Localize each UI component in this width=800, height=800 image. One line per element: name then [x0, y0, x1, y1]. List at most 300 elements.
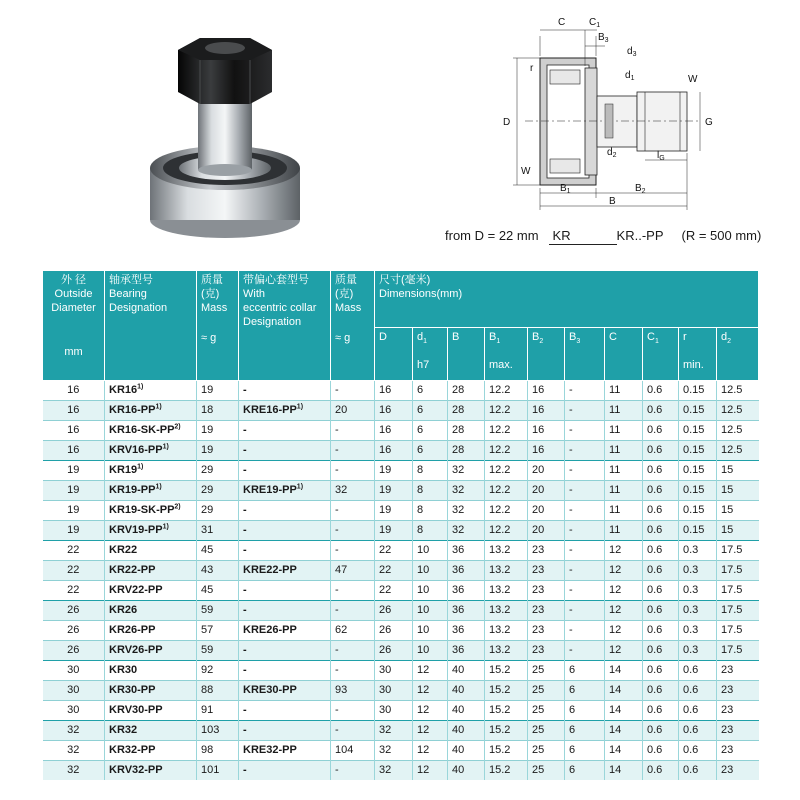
- cell-dim-c-value: 14: [609, 704, 622, 716]
- cell-designation: [105, 661, 197, 681]
- cell-dim-b2-value: 16: [532, 444, 545, 456]
- cell-designation: [105, 701, 197, 721]
- dim-header-note: max.: [489, 359, 513, 371]
- cell-dim-b1-value: 15.2: [489, 744, 511, 756]
- cell-mass-value: 101: [201, 764, 220, 776]
- cell-dim-b-value: 36: [452, 544, 465, 556]
- cell-dim-d-value: 22: [379, 584, 392, 596]
- cell-dim-d: [375, 501, 413, 521]
- cell-eccentric-designation: [239, 761, 331, 781]
- cell-dim-d2: [717, 541, 759, 561]
- cell-dim-d1-value: 10: [417, 604, 430, 616]
- cell-dim-c1: [643, 521, 679, 541]
- cell-dim-b1: [485, 381, 528, 401]
- cell-eccentric-mass-value: -: [335, 644, 339, 656]
- cell-eccentric-designation-value: -: [243, 544, 247, 556]
- cell-dim-b1-value: 12.2: [489, 524, 511, 536]
- cell-dim-b3-value: 6: [569, 704, 576, 716]
- cell-eccentric-mass: [331, 401, 375, 421]
- cell-eccentric-designation: [239, 581, 331, 601]
- cell-dim-c-value: 12: [609, 584, 622, 596]
- cell-dim-r-value: 0.15: [683, 464, 705, 476]
- dim-header-7: [643, 328, 679, 381]
- cell-dim-d2: [717, 581, 759, 601]
- cell-mass-value: 19: [201, 444, 214, 456]
- cell-dim-d: [375, 621, 413, 641]
- cell-dim-r-value: 0.3: [683, 624, 699, 636]
- cell-dim-b2-value: 23: [532, 564, 545, 576]
- cell-designation-value: KRV19-PP: [109, 524, 163, 536]
- cell-mass: [197, 641, 239, 661]
- cell-designation: [105, 501, 197, 521]
- cell-dim-c1: [643, 621, 679, 641]
- cell-outside-diameter-value: 30: [67, 684, 80, 696]
- cell-designation: [105, 461, 197, 481]
- cell-dim-c-value: 12: [609, 644, 622, 656]
- cell-dim-b: [448, 721, 485, 741]
- cell-dim-c-value: 12: [609, 624, 622, 636]
- table-row: [43, 641, 759, 661]
- cell-outside-diameter: [43, 381, 105, 401]
- drawing-label-b: B: [609, 196, 616, 207]
- cell-eccentric-mass: [331, 381, 375, 401]
- cell-dim-b: [448, 481, 485, 501]
- cell-dim-b1: [485, 641, 528, 661]
- cell-eccentric-designation-value: -: [243, 764, 247, 776]
- hdr-des-en1: Bearing: [109, 288, 147, 300]
- cell-outside-diameter-value: 32: [67, 744, 80, 756]
- designation-footnote: 2): [174, 423, 181, 431]
- cell-dim-d2: [717, 661, 759, 681]
- cell-dim-r: [679, 661, 717, 681]
- cell-designation: [105, 521, 197, 541]
- cell-eccentric-mass-value: -: [335, 384, 339, 396]
- cell-outside-diameter-value: 22: [67, 564, 80, 576]
- cell-dim-b2: [528, 481, 565, 501]
- cell-mass-value: 103: [201, 724, 220, 736]
- cell-dim-c: [605, 441, 643, 461]
- cell-eccentric-designation: [239, 561, 331, 581]
- col-bearing-designation: [105, 271, 197, 381]
- cell-dim-d2: [717, 521, 759, 541]
- cell-designation: [105, 641, 197, 661]
- cell-dim-b1-value: 13.2: [489, 584, 511, 596]
- cell-mass: [197, 661, 239, 681]
- cell-dim-b: [448, 641, 485, 661]
- cell-dim-r: [679, 401, 717, 421]
- cell-dim-d: [375, 681, 413, 701]
- cell-dim-b1-value: 13.2: [489, 624, 511, 636]
- cell-outside-diameter: [43, 661, 105, 681]
- cell-designation-value: KR19-SK-PP: [109, 504, 175, 516]
- hdr-ecc-en3: Designation: [243, 316, 302, 328]
- cell-dim-b-value: 36: [452, 584, 465, 596]
- cell-eccentric-designation-value: -: [243, 384, 247, 396]
- cell-dim-r: [679, 481, 717, 501]
- col-eccentric-designation: [239, 271, 331, 381]
- cell-dim-r: [679, 681, 717, 701]
- cell-dim-b-value: 28: [452, 384, 465, 396]
- cell-designation-value: KRV22-PP: [109, 584, 163, 596]
- cell-dim-r: [679, 421, 717, 441]
- cell-eccentric-mass: [331, 701, 375, 721]
- cell-dim-c1: [643, 701, 679, 721]
- cell-dim-b2: [528, 401, 565, 421]
- cell-dim-c-value: 12: [609, 564, 622, 576]
- cell-designation: [105, 381, 197, 401]
- table-row: [43, 621, 759, 641]
- hdr-ecc-en1: With: [243, 288, 265, 300]
- cell-eccentric-mass: [331, 461, 375, 481]
- cell-dim-b-value: 40: [452, 684, 465, 696]
- cell-outside-diameter: [43, 561, 105, 581]
- cell-eccentric-designation: [239, 741, 331, 761]
- cell-dim-b2: [528, 621, 565, 641]
- cell-dim-d: [375, 381, 413, 401]
- hdr-emass-cn: 质量: [335, 274, 357, 286]
- cell-dim-d-value: 16: [379, 444, 392, 456]
- cell-mass-value: 29: [201, 484, 214, 496]
- cell-dim-d1-value: 8: [417, 484, 424, 496]
- cell-outside-diameter: [43, 601, 105, 621]
- cell-dim-b2-value: 25: [532, 704, 545, 716]
- cell-eccentric-designation-value: -: [243, 704, 247, 716]
- cell-dim-b3-value: -: [569, 584, 573, 596]
- cell-dim-c1-value: 0.6: [647, 764, 663, 776]
- cell-eccentric-mass-value: -: [335, 664, 339, 676]
- cell-eccentric-mass-value: -: [335, 704, 339, 716]
- cell-eccentric-mass: [331, 501, 375, 521]
- cell-mass-value: 92: [201, 664, 214, 676]
- cell-designation-value: KR19: [109, 464, 138, 476]
- cell-dim-c-value: 11: [609, 504, 621, 516]
- cell-mass: [197, 401, 239, 421]
- cell-outside-diameter: [43, 401, 105, 421]
- cell-dim-r-value: 0.15: [683, 504, 705, 516]
- cell-eccentric-mass: [331, 521, 375, 541]
- cell-dim-r-value: 0.15: [683, 384, 705, 396]
- cell-dim-b: [448, 541, 485, 561]
- cell-designation-value: KR22-PP: [109, 564, 156, 576]
- cell-dim-d: [375, 761, 413, 781]
- cell-mass: [197, 561, 239, 581]
- drawing-label-c1: $C_1$: [589, 17, 601, 29]
- cell-dim-c: [605, 561, 643, 581]
- dim-header-symbol: r: [683, 331, 687, 343]
- cell-dim-b3-value: -: [569, 524, 573, 536]
- cell-dim-r-value: 0.3: [683, 544, 699, 556]
- cell-dim-c1-value: 0.6: [647, 444, 663, 456]
- table-row: [43, 421, 759, 441]
- cell-eccentric-mass-value: -: [335, 524, 339, 536]
- cell-dim-c1: [643, 501, 679, 521]
- cell-outside-diameter-value: 32: [67, 724, 80, 736]
- cell-dim-b2: [528, 661, 565, 681]
- cell-dim-b3: [565, 481, 605, 501]
- cell-eccentric-mass-value: -: [335, 464, 339, 476]
- cell-dim-d2-value: 12.5: [721, 404, 743, 416]
- cell-eccentric-mass-value: 93: [335, 684, 348, 696]
- cell-dim-d2-value: 23: [721, 764, 734, 776]
- dim-header-symbol: B: [532, 331, 540, 343]
- cell-dim-d2: [717, 381, 759, 401]
- cell-dim-c1-value: 0.6: [647, 564, 663, 576]
- cell-dim-b1: [485, 701, 528, 721]
- cell-dim-d2-value: 12.5: [721, 444, 743, 456]
- cell-dim-b2: [528, 461, 565, 481]
- cell-dim-c1-value: 0.6: [647, 464, 663, 476]
- hdr-od-unit: mm: [64, 346, 83, 358]
- cell-eccentric-designation: [239, 661, 331, 681]
- cell-designation-value: KRV16-PP: [109, 444, 163, 456]
- cell-dim-c: [605, 661, 643, 681]
- cell-dim-b1: [485, 661, 528, 681]
- cell-dim-d1-value: 12: [417, 704, 430, 716]
- cell-dim-b1: [485, 481, 528, 501]
- cell-dim-r-value: 0.3: [683, 584, 699, 596]
- cell-dim-r: [679, 441, 717, 461]
- cell-dim-d2: [717, 741, 759, 761]
- cell-dim-c: [605, 421, 643, 441]
- cell-dim-d1: [413, 461, 448, 481]
- cell-dim-d: [375, 701, 413, 721]
- table-row: [43, 581, 759, 601]
- dim-header-0: [375, 328, 413, 381]
- cell-dim-d2: [717, 401, 759, 421]
- cell-outside-diameter-value: 26: [67, 604, 80, 616]
- cell-outside-diameter-value: 19: [67, 484, 80, 496]
- cell-dim-b2: [528, 701, 565, 721]
- cell-dim-b3: [565, 721, 605, 741]
- cell-dim-c: [605, 701, 643, 721]
- cell-mass: [197, 541, 239, 561]
- cell-dim-r-value: 0.15: [683, 424, 705, 436]
- cell-dim-b3-value: -: [569, 624, 573, 636]
- cell-mass-value: 19: [201, 424, 214, 436]
- dim-header-subscript: 1: [496, 338, 501, 346]
- cell-dim-b2-value: 25: [532, 764, 545, 776]
- col-dimensions: [375, 271, 759, 328]
- cell-dim-d-value: 16: [379, 384, 392, 396]
- cell-outside-diameter: [43, 461, 105, 481]
- cell-dim-d-value: 19: [379, 504, 392, 516]
- hdr-dims-en: Dimensions(mm): [379, 288, 463, 300]
- bearing-photo: [140, 20, 310, 242]
- dim-header-symbol: C: [609, 331, 617, 343]
- cell-dim-b1: [485, 421, 528, 441]
- cell-dim-d2: [717, 681, 759, 701]
- cell-dim-b2: [528, 381, 565, 401]
- eccentric-footnote: 1): [296, 403, 304, 411]
- cell-dim-b2: [528, 541, 565, 561]
- cell-dim-b: [448, 441, 485, 461]
- cell-dim-c1-value: 0.6: [647, 504, 663, 516]
- designation-footnote: 1): [162, 523, 169, 531]
- cell-mass-value: 88: [201, 684, 214, 696]
- cell-dim-r: [679, 381, 717, 401]
- cell-dim-b3-value: -: [569, 544, 573, 556]
- cell-dim-c: [605, 641, 643, 661]
- cell-dim-b2-value: 20: [532, 504, 545, 516]
- cell-dim-c1: [643, 741, 679, 761]
- cell-dim-b1-value: 12.2: [489, 404, 511, 416]
- table-row: [43, 601, 759, 621]
- cell-dim-b2-value: 20: [532, 464, 545, 476]
- cell-dim-b1: [485, 621, 528, 641]
- cell-eccentric-designation: [239, 381, 331, 401]
- cell-dim-b2-value: 25: [532, 664, 545, 676]
- cell-eccentric-designation: [239, 681, 331, 701]
- cell-eccentric-designation-value: -: [243, 424, 247, 436]
- cell-eccentric-designation: [239, 401, 331, 421]
- cell-dim-c1-value: 0.6: [647, 484, 663, 496]
- cell-dim-d2-value: 17.5: [721, 644, 743, 656]
- cell-mass: [197, 721, 239, 741]
- cell-dim-b-value: 32: [452, 524, 465, 536]
- cell-mass: [197, 701, 239, 721]
- drawing-label-g: G: [705, 117, 713, 128]
- dim-header-6: [605, 328, 643, 381]
- cell-eccentric-mass-value: 47: [335, 564, 348, 576]
- drawing-label-b2: $B_2$: [635, 183, 646, 195]
- dim-header-symbol: B: [569, 331, 577, 343]
- cell-dim-d1: [413, 481, 448, 501]
- cell-dim-b: [448, 561, 485, 581]
- cell-dim-d2: [717, 701, 759, 721]
- cell-dim-b1: [485, 461, 528, 481]
- cell-eccentric-designation: [239, 521, 331, 541]
- cell-dim-d1-value: 8: [417, 464, 424, 476]
- cell-dim-c-value: 12: [609, 544, 622, 556]
- cell-eccentric-mass-value: -: [335, 444, 339, 456]
- cell-eccentric-designation: [239, 721, 331, 741]
- cell-dim-d1: [413, 641, 448, 661]
- cell-dim-b1-value: 15.2: [489, 764, 511, 776]
- cell-dim-r: [679, 741, 717, 761]
- cell-dim-b1: [485, 741, 528, 761]
- cell-dim-b-value: 36: [452, 624, 465, 636]
- cell-dim-c1-value: 0.6: [647, 684, 663, 696]
- cell-dim-b3: [565, 601, 605, 621]
- cell-outside-diameter-value: 16: [67, 424, 80, 436]
- cell-dim-d2: [717, 621, 759, 641]
- cell-dim-b1-value: 12.2: [489, 464, 511, 476]
- cell-outside-diameter: [43, 421, 105, 441]
- cell-mass: [197, 681, 239, 701]
- cell-dim-b1-value: 13.2: [489, 564, 511, 576]
- cell-dim-c1-value: 0.6: [647, 704, 663, 716]
- cell-mass: [197, 381, 239, 401]
- cell-dim-b2-value: 25: [532, 724, 545, 736]
- cell-eccentric-mass: [331, 661, 375, 681]
- cell-designation-value: KR16-SK-PP: [109, 424, 175, 436]
- cell-dim-b3-value: -: [569, 444, 573, 456]
- drawing-label-d: D: [503, 117, 511, 128]
- table-row: [43, 441, 759, 461]
- cell-dim-b-value: 36: [452, 604, 465, 616]
- cell-eccentric-designation: [239, 601, 331, 621]
- cell-eccentric-mass: [331, 581, 375, 601]
- cell-outside-diameter: [43, 741, 105, 761]
- cell-outside-diameter-value: 16: [67, 444, 80, 456]
- cell-dim-d2: [717, 761, 759, 781]
- cell-dim-b1: [485, 561, 528, 581]
- cell-dim-d1: [413, 721, 448, 741]
- cell-designation-value: KR16-PP: [109, 404, 156, 416]
- cell-dim-c: [605, 501, 643, 521]
- cell-dim-b: [448, 461, 485, 481]
- dim-header-4: [528, 328, 565, 381]
- cell-outside-diameter-value: 22: [67, 544, 80, 556]
- cell-dim-b3: [565, 501, 605, 521]
- cell-eccentric-designation: [239, 641, 331, 661]
- cell-dim-d-value: 30: [379, 684, 392, 696]
- cell-dim-c-value: 11: [609, 444, 621, 456]
- cell-dim-d1-value: 12: [417, 724, 430, 736]
- hdr-des-cn: 轴承型号: [109, 274, 153, 286]
- cell-mass: [197, 421, 239, 441]
- dim-header-symbol: B: [489, 331, 497, 343]
- cell-dim-b1-value: 12.2: [489, 424, 511, 436]
- hdr-od-cn: 外 径: [60, 274, 87, 286]
- cell-dim-d-value: 30: [379, 704, 392, 716]
- cell-dim-c1-value: 0.6: [647, 724, 663, 736]
- cell-dim-b3-value: 6: [569, 744, 576, 756]
- cell-dim-c-value: 12: [609, 604, 622, 616]
- cell-dim-d: [375, 721, 413, 741]
- cell-dim-c-value: 14: [609, 684, 622, 696]
- cell-eccentric-designation-value: KRE30-PP: [243, 684, 297, 696]
- cell-dim-b3: [565, 401, 605, 421]
- cell-eccentric-mass-value: 20: [335, 404, 348, 416]
- cell-mass-value: 31: [201, 524, 214, 536]
- cell-dim-d1-value: 12: [417, 744, 430, 756]
- cell-outside-diameter: [43, 541, 105, 561]
- cell-dim-d1: [413, 381, 448, 401]
- cell-dim-b-value: 28: [452, 444, 465, 456]
- cell-dim-b3: [565, 421, 605, 441]
- cell-dim-r-value: 0.6: [683, 744, 699, 756]
- cell-dim-d2-value: 23: [721, 744, 734, 756]
- cell-dim-b2: [528, 641, 565, 661]
- dim-header-symbol: D: [379, 331, 387, 343]
- col-eccentric-mass: [331, 271, 375, 381]
- drawing-label-r: r: [530, 63, 534, 74]
- cell-designation-value: KR16: [109, 384, 138, 396]
- cell-dim-b2: [528, 681, 565, 701]
- cell-dim-b: [448, 521, 485, 541]
- cell-dim-c1: [643, 381, 679, 401]
- cell-dim-b1: [485, 441, 528, 461]
- cell-dim-r: [679, 701, 717, 721]
- cell-designation-value: KRV32-PP: [109, 764, 163, 776]
- cell-mass-value: 59: [201, 644, 214, 656]
- cell-dim-d1-value: 6: [417, 404, 424, 416]
- cell-dim-d-value: 19: [379, 464, 392, 476]
- cell-dim-b1-value: 12.2: [489, 384, 511, 396]
- cell-dim-b: [448, 581, 485, 601]
- cell-dim-c-value: 11: [609, 424, 621, 436]
- cell-dim-r-value: 0.6: [683, 684, 699, 696]
- dim-header-note: min.: [683, 359, 704, 371]
- cell-outside-diameter: [43, 501, 105, 521]
- cell-designation: [105, 581, 197, 601]
- hdr-od-en2: Diameter: [51, 302, 96, 314]
- cell-dim-c: [605, 461, 643, 481]
- cell-dim-d2: [717, 421, 759, 441]
- hdr-ecc-cn: 带偏心套型号: [243, 274, 309, 286]
- cell-dim-d: [375, 421, 413, 441]
